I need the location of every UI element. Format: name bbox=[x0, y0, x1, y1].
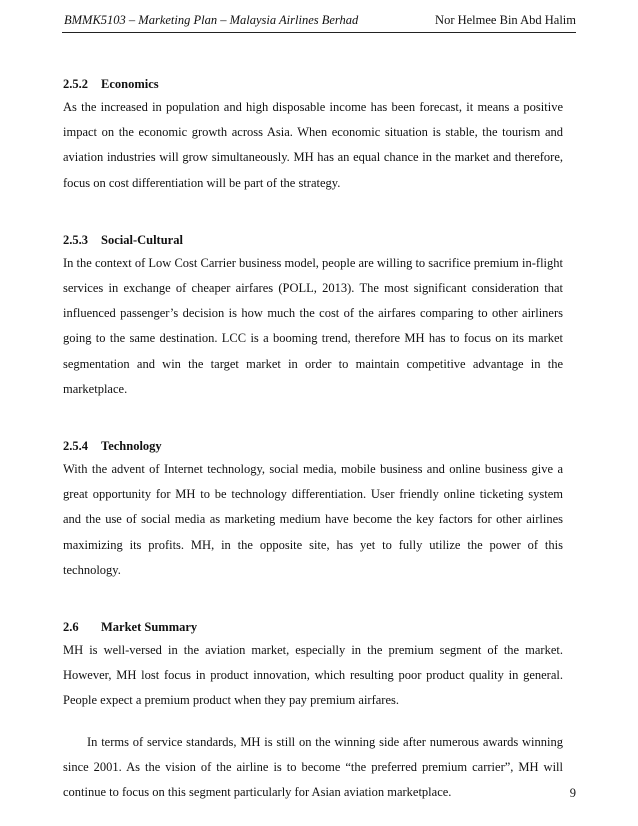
header-author: Nor Helmee Bin Abd Halim bbox=[435, 13, 576, 27]
section-number: 2.5.4 bbox=[63, 439, 88, 454]
section-number: 2.5.3 bbox=[63, 232, 88, 247]
page-content bbox=[63, 74, 563, 805]
section-number: 2.5.2 bbox=[63, 77, 88, 91]
section-paragraph: With the advent of Internet technology, social media, mobile business and online business give a great opportunity for MH to be technology differentiation. User friendly online ticketing system and the use of social media as marketing medium have become the key factors for other airlines maximizing its profits. MH, in the opposite site, has yet to fully utilize the power of this technology. bbox=[63, 462, 563, 577]
section-paragraph: In the context of Low Cost Carrier business model, people are willing to sacrifice premium in-flight services in exchange of cheaper airfares (POLL, 2013). The most significant consideration that influenced passenger’s decision is how much the cost of the airfares comparing to other airliners going to the same destination. LCC is a booming trend, therefore MH has to focus on its market segmentation and win the target market in order to maintain competitive advantage in the marketplace. bbox=[63, 255, 563, 396]
section-title: Technology bbox=[101, 439, 162, 454]
section-technology bbox=[63, 436, 563, 583]
section-title: Social-Cultural bbox=[101, 232, 183, 247]
section-economics bbox=[63, 74, 563, 196]
section-heading bbox=[63, 230, 563, 251]
section-heading bbox=[63, 617, 563, 638]
section-paragraph: As the increased in population and high disposable income has been forecast, it means a positive impact on the economic growth across Asia. When economic situation is stable, the tourism and aviation industries will grow simultaneously. MH has an equal chance in the market and therefore, focus on cost differentiation will be part of the strategy. bbox=[63, 100, 563, 190]
section-heading bbox=[63, 74, 563, 95]
section-paragraph: MH is well-versed in the aviation market, especially in the premium segment of the market. However, MH lost focus in product innovation, which resulting poor product quality in general. People expect a premium product when they pay premium airfares. bbox=[63, 643, 563, 708]
section-social-cultural bbox=[63, 230, 563, 402]
section-number: 2.6 bbox=[63, 620, 79, 635]
page-number: 9 bbox=[569, 786, 576, 800]
section-title: Economics bbox=[101, 77, 159, 91]
header-course-title: BMMK5103 – Marketing Plan – Malaysia Airlines Berhad bbox=[64, 13, 359, 27]
section-paragraph: In terms of service standards, MH is still on the winning side after numerous awards winning since 2001. As the vision of the airline is to become “the preferred premium carrier”, MH will continue to focus on this segment particularly for Asian aviation marketplace. bbox=[63, 734, 563, 800]
page-header bbox=[62, 12, 576, 33]
section-title: Market Summary bbox=[101, 620, 198, 635]
section-market-summary bbox=[63, 617, 563, 805]
section-heading bbox=[63, 436, 563, 457]
